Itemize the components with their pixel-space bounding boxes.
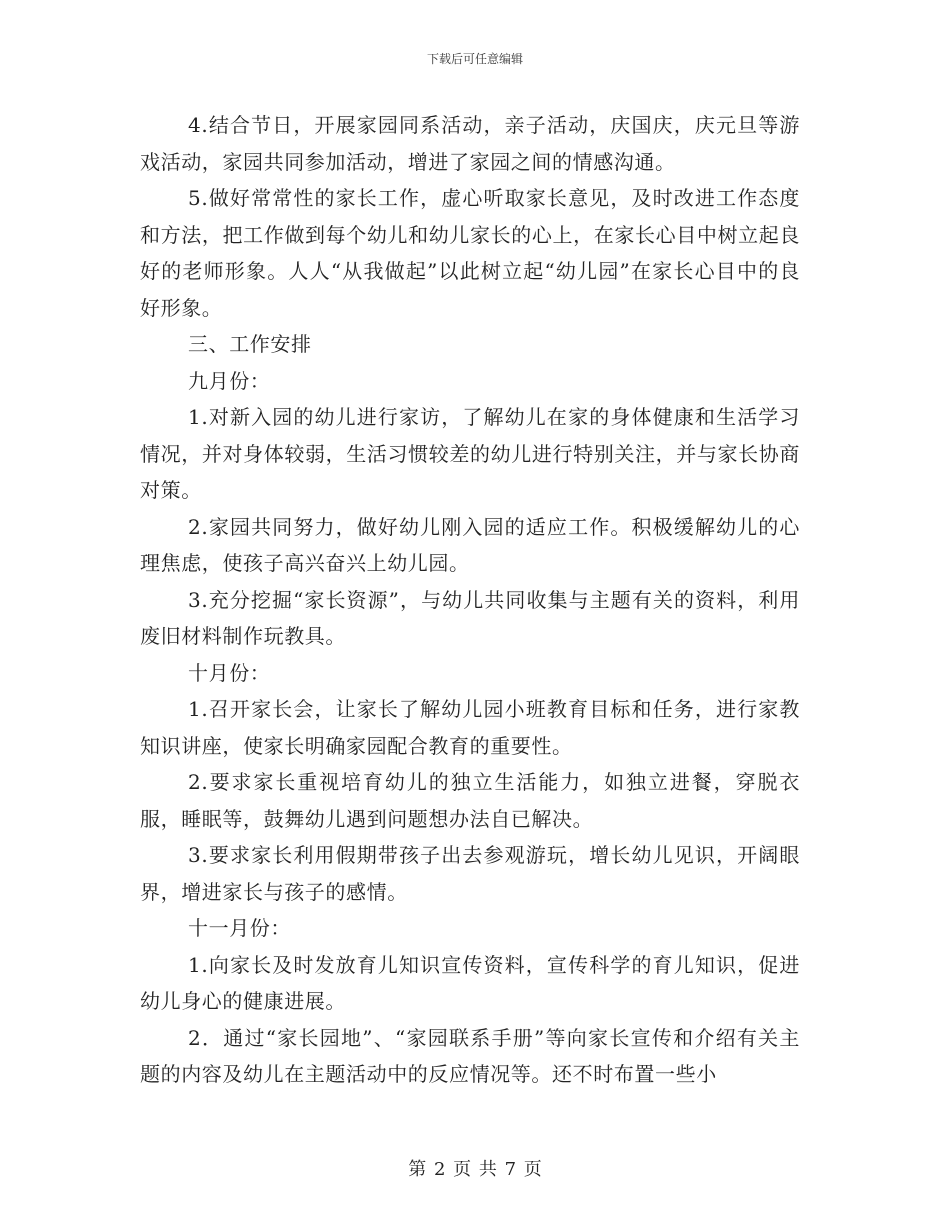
page-number-footer: 第 2 页 共 7 页 — [408, 1159, 542, 1180]
september-item-3: 3.充分挖掘“家长资源”，与幼儿共同收集与主题有关的资料，利用废旧材料制作玩教具。 — [140, 587, 800, 648]
october-item-1: 1.召开家长会，让家长了解幼儿园小班教育目标和任务，进行家教知识讲座，使家长明确家园配合教育的重要性。 — [140, 697, 800, 758]
section-heading-work-plan: 三、工作安排 — [188, 332, 312, 356]
september-item-1: 1.对新入园的幼儿进行家访，了解幼儿在家的身体健康和生活学习情况，并对身体较弱，生活习惯较差的幼儿进行特别关注，并与家长协商对策。 — [140, 405, 800, 502]
paragraph-item-4: 4.结合节日，开展家园同系活动，亲子活动，庆国庆，庆元旦等游戏活动，家园共同参加活动，增进了家园之间的情感沟通。 — [140, 113, 800, 174]
paragraph-item-5: 5.做好常常性的家长工作，虚心听取家长意见，及时改进工作态度和方法，把工作做到每个幼儿和幼儿家长的心上，在家长心目中树立起良好的老师形象。人人“从我做起”以此树立起“幼儿园”在家长心目中的良好形象。 — [140, 186, 800, 320]
october-item-3: 3.要求家长利用假期带孩子出去参观游玩，增长幼儿见识，开阔眼界，增进家长与孩子的感情。 — [140, 843, 800, 904]
month-heading-september: 九月份： — [188, 368, 271, 393]
month-heading-november: 十一月份： — [188, 916, 291, 940]
october-item-2: 2.要求家长重视培育幼儿的独立生活能力，如独立进餐，穿脱衣服，睡眠等，鼓舞幼儿遇到问题想办法自已解决。 — [140, 770, 800, 831]
september-item-2: 2.家园共同努力，做好幼儿刚入园的适应工作。积极缓解幼儿的心理焦虑，使孩子高兴奋兴上幼儿园。 — [140, 514, 800, 575]
month-heading-october: 十月份： — [188, 660, 271, 685]
document-body — [140, 107, 800, 1093]
november-item-2: 2．通过“家长园地”、“家园联系手册”等向家长宣传和介绍有关主题的内容及幼儿在主题活动中的反应情况等。还不时布置一些小 — [140, 1025, 800, 1086]
november-item-1: 1.向家长及时发放育儿知识宣传资料，宣传科学的育儿知识，促进幼儿身心的健康进展。 — [140, 952, 800, 1013]
page-header-note: 下载后可任意编辑 — [426, 52, 523, 66]
